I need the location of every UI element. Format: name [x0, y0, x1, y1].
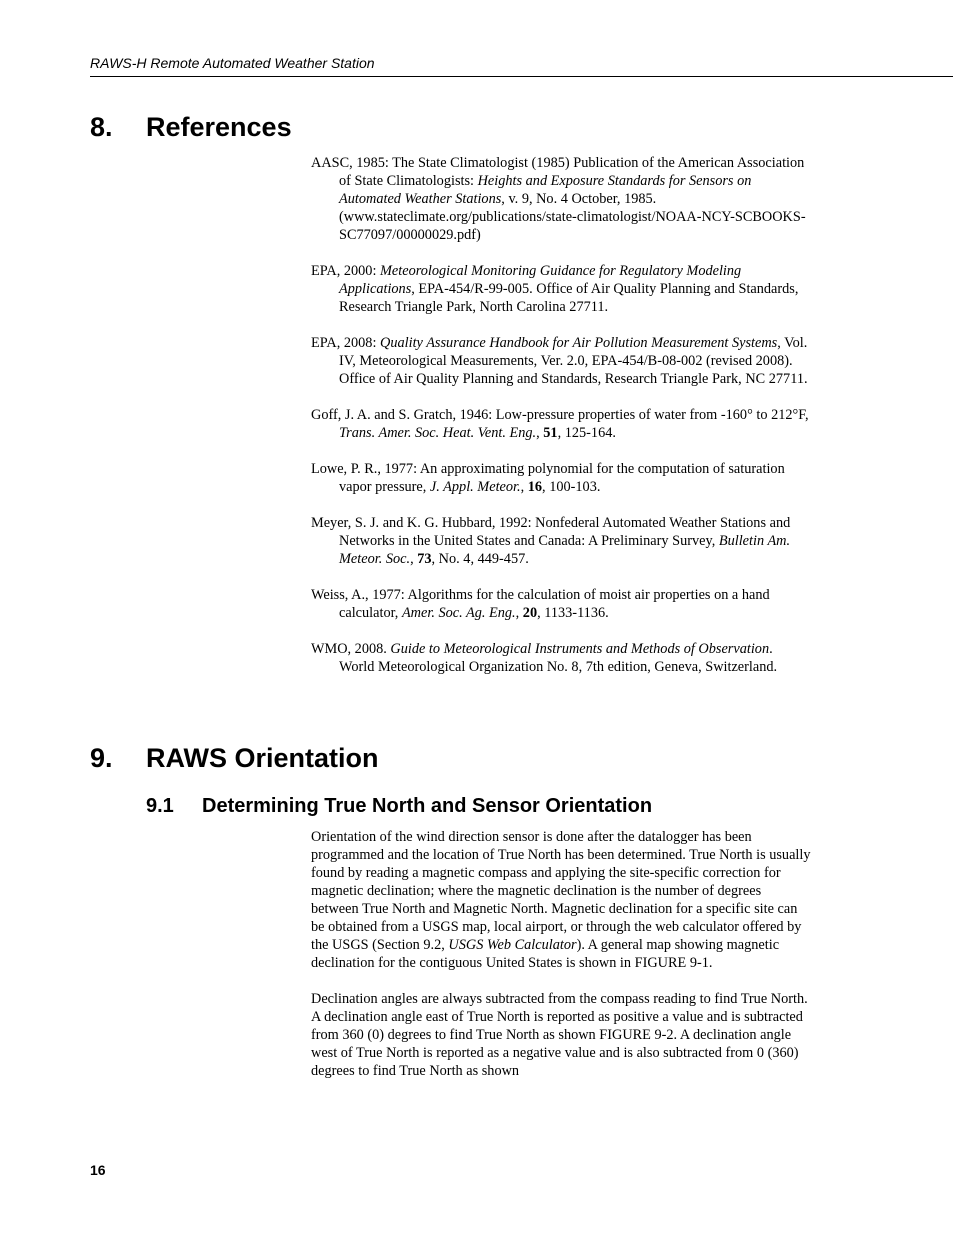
section-title: References: [146, 112, 292, 142]
page-number: 16: [90, 1162, 106, 1178]
subsection-number: 9.1: [146, 795, 174, 817]
running-header: RAWS-H Remote Automated Weather Station: [90, 55, 375, 71]
reference-item: Weiss, A., 1977: Algorithms for the calculation of moist air properties on a hand calculator, Amer. Soc. Ag. Eng., 20, 1133-1136.: [311, 587, 770, 621]
section-9-heading: [90, 743, 379, 774]
reference-item: AASC, 1985: The State Climatologist (1985) Publication of the American Association of State Climatologists: Heights and Exposure Standards for Sensors on Automated Weather Stations, v. 9, No. 4 October, 1985. (www.stateclimate.org/publications/state-climatologist/NOAA-NCY-SCBOOKS-SC77097/00000029.pdf): [311, 155, 806, 243]
subsection-title: Determining True North and Sensor Orientation: [202, 795, 653, 817]
reference-list: [311, 154, 811, 694]
reference-item: Meyer, S. J. and K. G. Hubbard, 1992: Nonfederal Automated Weather Stations and Networks in the United States and Canada: A Preliminary Survey, Bulletin Am. Meteor. Soc., 73, No. 4, 449-457.: [311, 515, 791, 567]
section-8-heading: [90, 112, 292, 143]
reference-item: EPA, 2000: Meteorological Monitoring Guidance for Regulatory Modeling Applications, EPA-454/R-99-005. Office of Air Quality Planning and Standards, Research Triangle Park, North Carolina 27711.: [311, 263, 799, 315]
header-rule: [90, 76, 953, 77]
section-number: 8.: [90, 112, 113, 142]
body-paragraph: Declination angles are always subtracted from the compass reading to find True North. A declination angle east of True North is reported as positive a value and is subtracted from 360 (0) degrees to find True North as shown FIGURE 9-2. A declination angle west of True North is reported as a negative value and is also subtracted from 0 (360) degrees to find True North as shown: [311, 991, 808, 1079]
section-9-1-heading: [146, 795, 652, 818]
reference-item: Lowe, P. R., 1977: An approximating polynomial for the computation of saturation vapor pressure, J. Appl. Meteor., 16, 100-103.: [311, 461, 785, 495]
section-title: RAWS Orientation: [146, 743, 379, 773]
reference-item: Goff, J. A. and S. Gratch, 1946: Low-pressure properties of water from -160° to 212°F, Trans. Amer. Soc. Heat. Vent. Eng., 51, 125-164.: [311, 407, 809, 441]
body-paragraph: Orientation of the wind direction sensor is done after the datalogger has been programmed and the location of True North has been determined. True North is usually found by reading a magnetic compass and applying the site-specific correction for magnetic declination; where the magnetic declination is the number of degrees between True North and Magnetic North. Magnetic declination for a specific site can be obtained from a USGS map, local airport, or through the web calculator offered by the USGS (Section 9.2, USGS Web Calculator). A general map showing magnetic declination for the contiguous United States is shown in FIGURE 9-1.: [311, 829, 811, 971]
section-number: 9.: [90, 743, 113, 773]
reference-item: WMO, 2008. Guide to Meteorological Instruments and Methods of Observation. World Meteorological Organization No. 8, 7th edition, Geneva, Switzerland.: [311, 641, 778, 675]
section-9-1-body: [311, 828, 811, 1098]
reference-item: EPA, 2008: Quality Assurance Handbook for Air Pollution Measurement Systems, Vol. IV, Meteorological Measurements, Ver. 2.0, EPA-454/B-08-002 (revised 2008). Office of Air Quality Planning and Standards, Research Triangle Park, NC 27711.: [311, 335, 808, 387]
